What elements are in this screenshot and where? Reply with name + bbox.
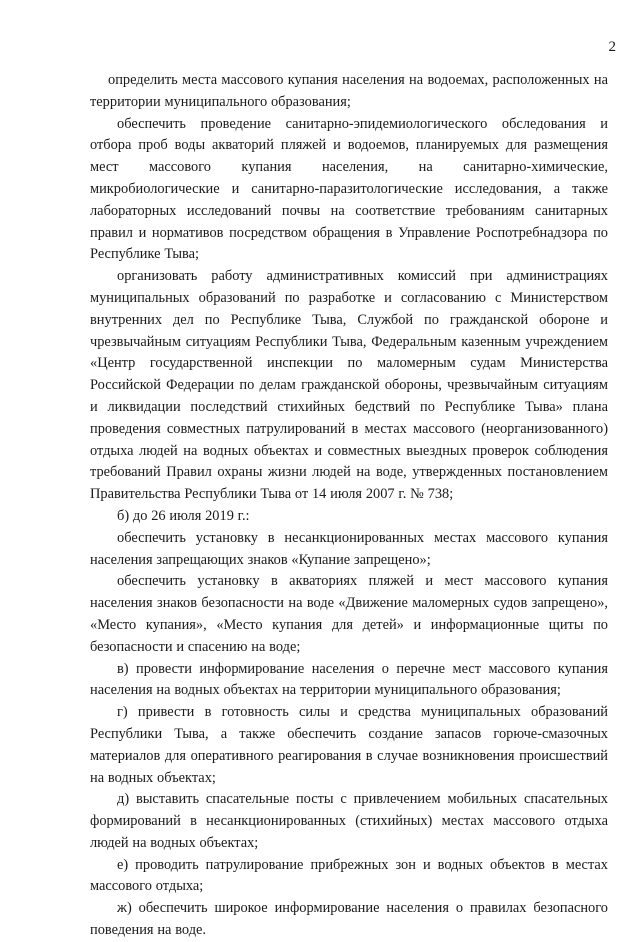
document-body bbox=[90, 70, 608, 942]
paragraph-item-e: е) проводить патрулирование прибрежных зон и водных объектов в местах массового отдыха; bbox=[90, 856, 608, 895]
paragraph-item-g: г) привести в готовность силы и средства муниципальных образований Республики Тыва, а также обеспечить создание запасов горюче-смазочных материалов для оперативного реагирования в случае возникновения происшествий на водных объектах; bbox=[90, 704, 608, 786]
paragraph-define-bathing-places: определить места массового купания населения на водоемах, расположенных на территории муниципального образования; bbox=[90, 72, 608, 110]
paragraph-administrative-commissions: организовать работу административных комиссий при администрациях муниципальных образований по разработке и согласованию с Министерством внутренних дел по Республике Тыва, Службой по гражданской обороне и чрезвычайным ситуациям Республики Тыва, Федеральным казенным учреждением «Центр государственной инспекции по маломерным судам Министерства Российской Федерации по делам гражданской обороны, чрезвычайным ситуациям и ликвидации последствий стихийных бедствий по Республике Тыва» плана проведения совместных патрулирований в местах массового (неорганизованного) отдыха людей на водных объектах и совместных выездных проверок соблюдения требований Правил охраны жизни людей на воде, утвержденных постановлением Правительства Республики Тыва от 14 июля 2007 г. № 738; bbox=[90, 268, 608, 503]
paragraph-deadline-b: б) до 26 июля 2019 г.: bbox=[117, 507, 250, 524]
paragraph-item-d: д) выставить спасательные посты с привлечением мобильных спасательных формирований в несанкционированных (стихийных) местах массового отдыха людей на водных объектах; bbox=[90, 791, 608, 851]
paragraph-prohibition-signs: обеспечить установку в несанкционированных местах массового купания населения запрещающих знаков «Купание запрещено»; bbox=[90, 529, 608, 568]
paragraph-item-v: в) провести информирование населения о перечне мест массового купания населения на водных объектах на территории муниципального образования; bbox=[90, 660, 608, 699]
page-number: 2 bbox=[608, 39, 616, 55]
paragraph-sanitary-inspection: обеспечить проведение санитарно-эпидемиологического обследования и отбора проб воды акваторий пляжей и водоемов, планируемых для размещения мест массового купания населения, на санитарно-химические, микробиологические и санитарно-паразитологические исследования, а также лабораторных исследований почвы на соответствие требованиям санитарных правил и нормативов посредством обращения в Управление Роспотребнадзора по Республике Тыва; bbox=[90, 115, 608, 263]
paragraph-safety-signs: обеспечить установку в акваториях пляжей и мест массового купания населения знаков безопасности на воде «Движение маломерных судов запрещено», «Место купания», «Место купания для детей» и информационные щиты по безопасности и спасению на воде; bbox=[90, 573, 608, 655]
paragraph-item-zh: ж) обеспечить широкое информирование населения о правилах безопасного поведения на воде. bbox=[90, 900, 608, 939]
